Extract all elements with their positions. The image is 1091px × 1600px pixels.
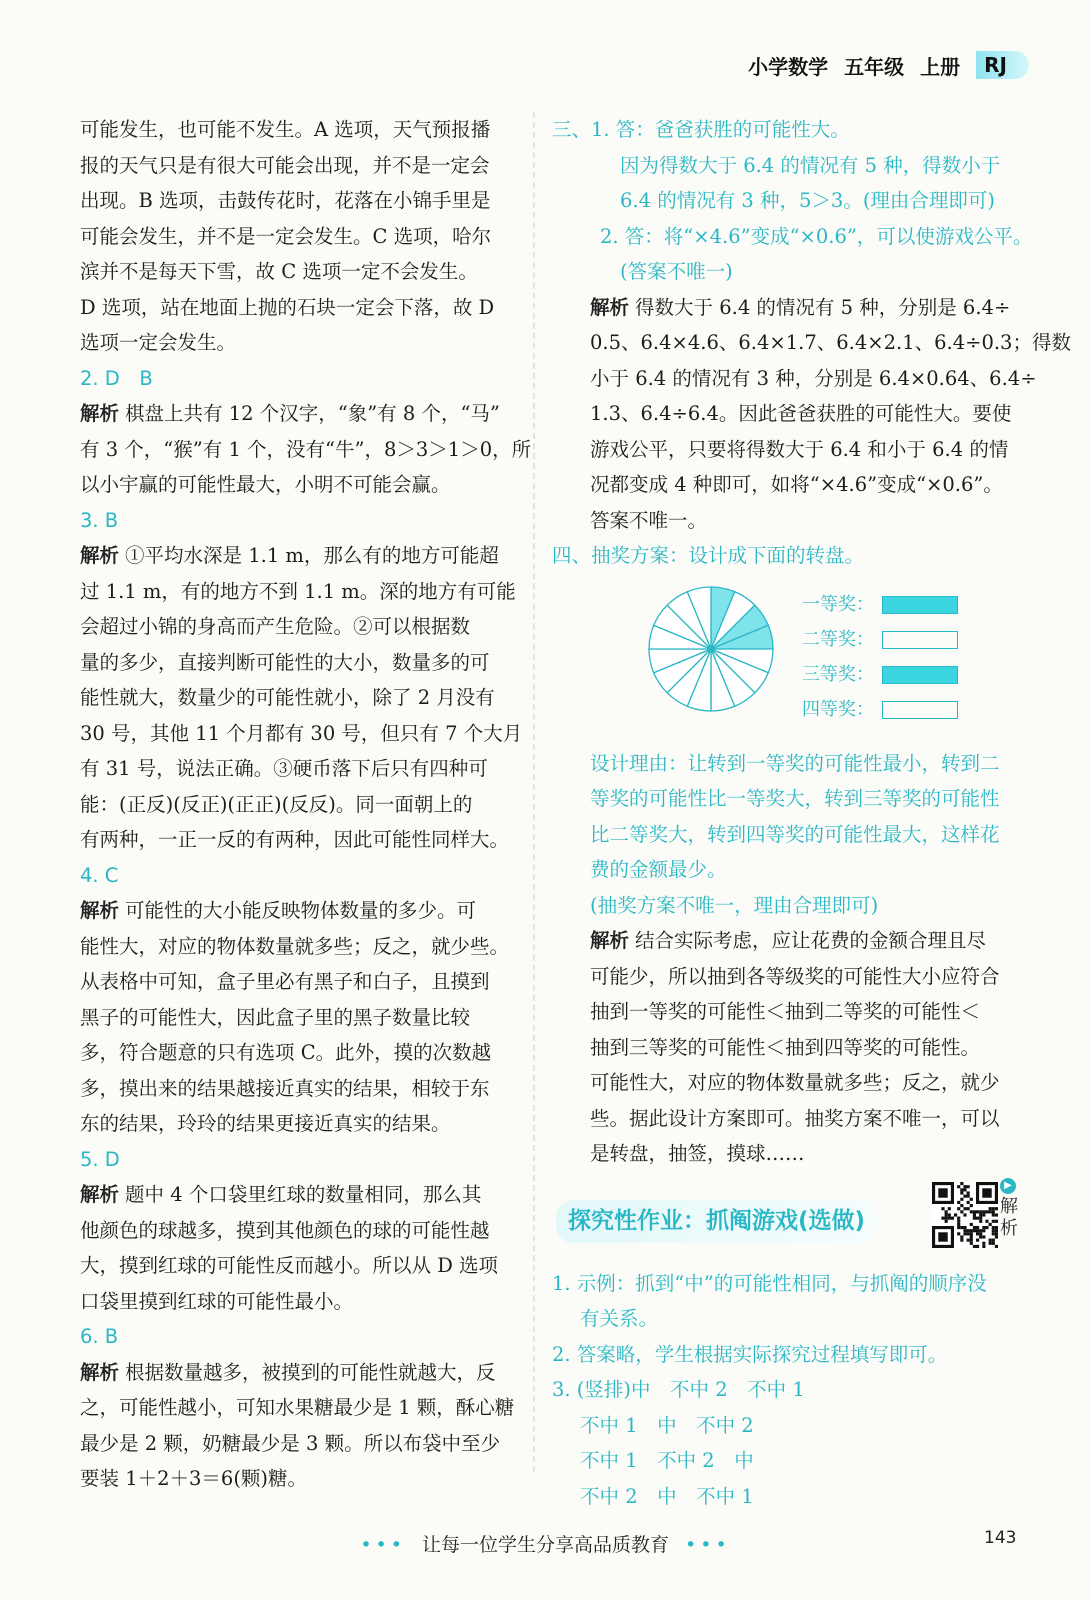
line-text: 些。据此设计方案即可。抽奖方案不唯一，可以 xyxy=(590,1106,1000,1130)
text-line xyxy=(552,219,1033,255)
prize-swatch xyxy=(882,701,958,719)
text-line xyxy=(552,1372,1030,1408)
line-text: 他颜色的球越多，摸到其他颜色的球的可能性越 xyxy=(80,1218,490,1242)
text-line xyxy=(80,645,516,681)
right-bottom-section xyxy=(552,1266,1030,1515)
line-text: 题中 4 个口袋里红球的数量相同，那么其 xyxy=(125,1183,482,1206)
line-text: ①平均水深是 1.1 m，那么有的地方可能超 xyxy=(125,544,499,567)
text-line xyxy=(552,467,1030,503)
text-line xyxy=(80,432,532,468)
answer-text: 5. D xyxy=(80,1147,120,1171)
prize-legend xyxy=(802,588,958,728)
line-text: 东的结果，玲玲的结果更接近真实的结果。 xyxy=(80,1112,451,1135)
text-line xyxy=(552,254,1030,290)
line-text: 出现。B 选项，击鼓传花时，花落在小锦手里是 xyxy=(80,189,491,212)
right-top-section xyxy=(552,112,1071,574)
line-text: 不中 1 中 不中 2 xyxy=(580,1413,754,1437)
right-mid-section xyxy=(552,746,1030,1172)
text-line xyxy=(80,964,516,1000)
line-text: 30 号，其他 11 个月都有 30 号，但只有 7 个大月 xyxy=(80,721,523,745)
text-line xyxy=(552,148,1030,184)
line-text: 量的多少，直接判断可能性的大小，数量多的可 xyxy=(80,650,490,674)
prize-label: 三等奖： xyxy=(802,664,874,686)
text-line xyxy=(552,538,1030,574)
line-text: 以小宇赢的可能性最大，小明不可能会赢。 xyxy=(80,473,451,496)
line-text: 三、1. 答：爸爸获胜的可能性大。 xyxy=(552,118,850,141)
text-line xyxy=(80,254,516,290)
header-subject: 小学数学 xyxy=(748,54,829,79)
line-text: 比二等奖大，转到四等奖的可能性最大，这样花 xyxy=(590,822,1000,846)
prize-legend-row xyxy=(802,623,958,658)
answer-text: 3. B xyxy=(80,508,119,532)
line-text: 答案不唯一。 xyxy=(590,508,708,532)
text-line xyxy=(80,1000,516,1036)
text-line xyxy=(552,959,1030,995)
answer-text: 6. B xyxy=(80,1325,119,1348)
text-line xyxy=(80,467,516,503)
text-line xyxy=(80,1426,516,1462)
prize-legend-row xyxy=(802,658,958,693)
text-line xyxy=(80,219,516,255)
line-text: 有 31 号，说法正确。③硬币落下后只有四种可 xyxy=(80,757,488,780)
line-text: 2. 答：将“×4.6”变成“×0.6”，可以使游戏公平。 xyxy=(600,224,1033,248)
analysis-tag: 解析 xyxy=(80,1183,120,1206)
text-line xyxy=(80,716,523,752)
line-text: 游戏公平，只要将得数大于 6.4 和小于 6.4 的情 xyxy=(590,437,1009,461)
line-text: 1. 示例：抓到“中”的可能性相同，与抓阄的顺序没 xyxy=(552,1271,987,1295)
text-line xyxy=(80,396,516,432)
text-line xyxy=(80,290,516,326)
footer-dots-left: ••• xyxy=(360,1534,406,1556)
text-line xyxy=(80,1284,516,1320)
text-line xyxy=(80,1355,516,1391)
text-line xyxy=(80,1461,516,1497)
prize-label: 二等奖： xyxy=(802,629,874,651)
analysis-tag: 解析 xyxy=(80,544,120,567)
exploration-title: 探究性作业：抓阄游戏(选做) xyxy=(556,1200,877,1244)
line-text: 可能少，所以抽到各等级奖的可能性大小应符合 xyxy=(590,964,1000,988)
qr-label: 解析 xyxy=(1000,1195,1018,1239)
text-line xyxy=(80,1142,516,1178)
line-text: 可能性大，对应的物体数量就多些；反之，就少 xyxy=(590,1071,1000,1094)
text-line xyxy=(552,817,1030,853)
text-line xyxy=(80,893,516,929)
answer-text: 2. D B xyxy=(80,366,153,390)
qr-code-icon[interactable] xyxy=(932,1182,998,1248)
text-line xyxy=(552,1337,1030,1373)
text-line xyxy=(552,396,1030,432)
header-volume: 上册 xyxy=(920,54,961,79)
text-line xyxy=(80,929,516,965)
line-text: 设计理由：让转到一等奖的可能性最小，转到二 xyxy=(590,751,1000,775)
line-text: 能性大，对应的物体数量就多些；反之，就少些。 xyxy=(80,934,510,958)
line-text: 会超过小锦的身高而产生危险。②可以根据数 xyxy=(80,615,471,638)
text-line xyxy=(552,1479,1030,1515)
text-line xyxy=(80,751,516,787)
text-line xyxy=(552,432,1030,468)
line-text: 0.5、6.4×4.6、6.4×1.7、6.4×2.1、6.4÷0.3；得数 xyxy=(590,331,1071,354)
text-line xyxy=(80,1319,516,1355)
prize-legend-row xyxy=(802,588,958,623)
line-text: 抽到三等奖的可能性＜抽到四等奖的可能性。 xyxy=(590,1035,981,1059)
text-line xyxy=(552,361,1037,397)
prize-wheel xyxy=(646,584,776,714)
header-grade: 五年级 xyxy=(844,54,905,79)
line-text: (抽奖方案不唯一，理由合理即可) xyxy=(590,893,879,917)
line-text: 可能性的大小能反映物体数量的多少。可 xyxy=(125,899,477,922)
line-text: 之，可能性越小，可知水果糖最少是 1 颗，酥心糖 xyxy=(80,1396,515,1419)
text-line xyxy=(80,1106,516,1142)
text-line xyxy=(552,1030,1030,1066)
text-line xyxy=(80,538,516,574)
line-text: 四、抽奖方案：设计成下面的转盘。 xyxy=(552,544,865,567)
text-line xyxy=(552,1266,1030,1302)
line-text: 等奖的可能性比一等奖大，转到三等奖的可能性 xyxy=(590,787,1000,810)
text-line xyxy=(80,858,516,894)
line-text: 最少是 2 颗，奶糖最少是 3 颗。所以布袋中至少 xyxy=(80,1431,501,1455)
column-divider xyxy=(533,112,535,1472)
line-text: 从表格中可知，盒子里必有黑子和白子，且摸到 xyxy=(80,970,490,993)
footer-slogan: 让每一位学生分享高品质教育 xyxy=(421,1534,669,1556)
prize-swatch xyxy=(882,596,958,614)
text-line xyxy=(80,503,516,539)
line-text: (答案不唯一) xyxy=(620,260,733,283)
text-line xyxy=(552,1136,1030,1172)
prize-swatch xyxy=(882,666,958,684)
line-text: 6.4 的情况有 3 种，5＞3。(理由合理即可) xyxy=(620,189,996,212)
text-line xyxy=(552,183,1030,219)
line-text: 可能会发生，并不是一定会发生。C 选项，哈尔 xyxy=(80,224,492,248)
text-line xyxy=(552,1443,1030,1479)
line-text: 结合实际考虑，应让花费的金额合理且尽 xyxy=(635,929,987,952)
prize-label: 四等奖： xyxy=(802,699,874,721)
text-line xyxy=(552,1301,1030,1337)
text-line xyxy=(552,325,1071,361)
text-line xyxy=(80,325,516,361)
footer-dots-right: ••• xyxy=(685,1534,731,1556)
line-text: 小于 6.4 的情况有 3 种，分别是 6.4×0.64、6.4÷ xyxy=(590,366,1037,390)
text-line xyxy=(80,1248,516,1284)
exploration-banner xyxy=(552,1176,1030,1266)
prize-label: 一等奖： xyxy=(802,594,874,616)
play-icon: ▶ xyxy=(1000,1178,1016,1194)
text-line xyxy=(80,361,516,397)
text-line xyxy=(552,746,1030,782)
analysis-tag: 解析 xyxy=(80,899,120,922)
line-text: 滨并不是每天下雪，故 C 选项一定不会发生。 xyxy=(80,260,478,283)
line-text: 要装 1＋2＋3＝6(颗)糖。 xyxy=(80,1467,308,1490)
line-text: 多，符合题意的只有选项 C。此外，摸的次数越 xyxy=(80,1041,492,1064)
line-text: 不中 1 不中 2 中 xyxy=(580,1449,754,1472)
line-text: 得数大于 6.4 的情况有 5 种，分别是 6.4÷ xyxy=(635,295,1011,319)
line-text: 可能发生，也可能不发生。A 选项，天气预报播 xyxy=(80,118,491,141)
text-line xyxy=(80,183,516,219)
text-line xyxy=(552,503,1030,539)
right-column xyxy=(552,112,1071,1514)
analysis-tag: 解析 xyxy=(590,929,630,952)
text-line xyxy=(552,112,1030,148)
line-text: 黑子的可能性大，因此盒子里的黑子数量比较 xyxy=(80,1005,471,1029)
line-text: 能性就大，数量少的可能性就小，除了 2 月没有 xyxy=(80,686,495,709)
line-text: 过 1.1 m，有的地方不到 1.1 m。深的地方有可能 xyxy=(80,579,516,603)
header-edition: RJ xyxy=(976,51,1029,79)
text-line xyxy=(552,923,1030,959)
line-text: 3. (竖排)中 不中 2 不中 1 xyxy=(552,1378,805,1401)
text-line xyxy=(80,609,516,645)
text-line xyxy=(552,290,1030,326)
line-text: 有 3 个，“猴”有 1 个，没有“牛”，8＞3＞1＞0，所 xyxy=(80,437,532,461)
line-text: 有关系。 xyxy=(580,1307,659,1330)
line-text: 棋盘上共有 12 个汉字，“象”有 8 个，“马” xyxy=(125,402,500,425)
line-text: 因为得数大于 6.4 的情况有 5 种，得数小于 xyxy=(620,153,1001,177)
text-line xyxy=(80,787,516,823)
text-line xyxy=(552,1408,1030,1444)
text-line xyxy=(552,781,1030,817)
text-line xyxy=(552,888,1030,924)
text-line xyxy=(80,1390,516,1426)
line-text: 1.3、6.4÷6.4。因此爸爸获胜的可能性大。要使 xyxy=(590,402,1012,425)
analysis-tag: 解析 xyxy=(80,1360,120,1384)
qr-side-label xyxy=(1000,1178,1026,1240)
line-text: 费的金额最少。 xyxy=(590,858,727,881)
line-text: 口袋里摸到红球的可能性最小。 xyxy=(80,1289,354,1313)
prize-swatch xyxy=(882,631,958,649)
text-line xyxy=(552,852,1030,888)
left-column xyxy=(80,112,532,1497)
line-text: 2. 答案略，学生根据实际探究过程填写即可。 xyxy=(552,1342,948,1366)
line-text: 大，摸到红球的可能性反而越小。所以从 D 选项 xyxy=(80,1254,499,1277)
prize-wheel-figure xyxy=(552,574,1030,746)
line-text: D 选项，站在地面上抛的石块一定会下落，故 D xyxy=(80,295,495,319)
line-text: 况都变成 4 种即可，如将“×4.6”变成“×0.6”。 xyxy=(590,473,1003,496)
page-footer xyxy=(0,1530,1091,1557)
text-line xyxy=(80,1071,516,1107)
answer-text: 4. C xyxy=(80,863,119,887)
text-line xyxy=(80,1177,516,1213)
analysis-tag: 解析 xyxy=(80,402,120,425)
analysis-tag: 解析 xyxy=(590,295,630,319)
page-header xyxy=(738,48,1029,82)
line-text: 有两种，一正一反的有两种，因此可能性同样大。 xyxy=(80,828,510,851)
text-line xyxy=(80,680,516,716)
text-line xyxy=(80,148,516,184)
text-line xyxy=(80,1213,516,1249)
text-line xyxy=(552,994,1030,1030)
text-line xyxy=(80,822,516,858)
line-text: 能：(正反)(反正)(正正)(反反)。同一面朝上的 xyxy=(80,792,473,816)
line-text: 是转盘，抽签，摸球…… xyxy=(590,1142,805,1165)
page-number: 143 xyxy=(984,1528,1017,1548)
line-text: 根据数量越多，被摸到的可能性就越大，反 xyxy=(125,1360,496,1384)
text-line xyxy=(80,574,516,610)
line-text: 不中 2 中 不中 1 xyxy=(580,1484,754,1508)
line-text: 多，摸出来的结果越接近真实的结果，相较于东 xyxy=(80,1076,490,1100)
text-line xyxy=(552,1065,1030,1101)
line-text: 报的天气只是有很大可能会出现，并不是一定会 xyxy=(80,153,490,177)
prize-legend-row xyxy=(802,693,958,728)
text-line xyxy=(80,1035,516,1071)
text-line xyxy=(552,1101,1030,1137)
line-text: 选项一定会发生。 xyxy=(80,331,237,354)
text-line xyxy=(80,112,516,148)
line-text: 抽到一等奖的可能性＜抽到二等奖的可能性＜ xyxy=(590,1000,981,1023)
